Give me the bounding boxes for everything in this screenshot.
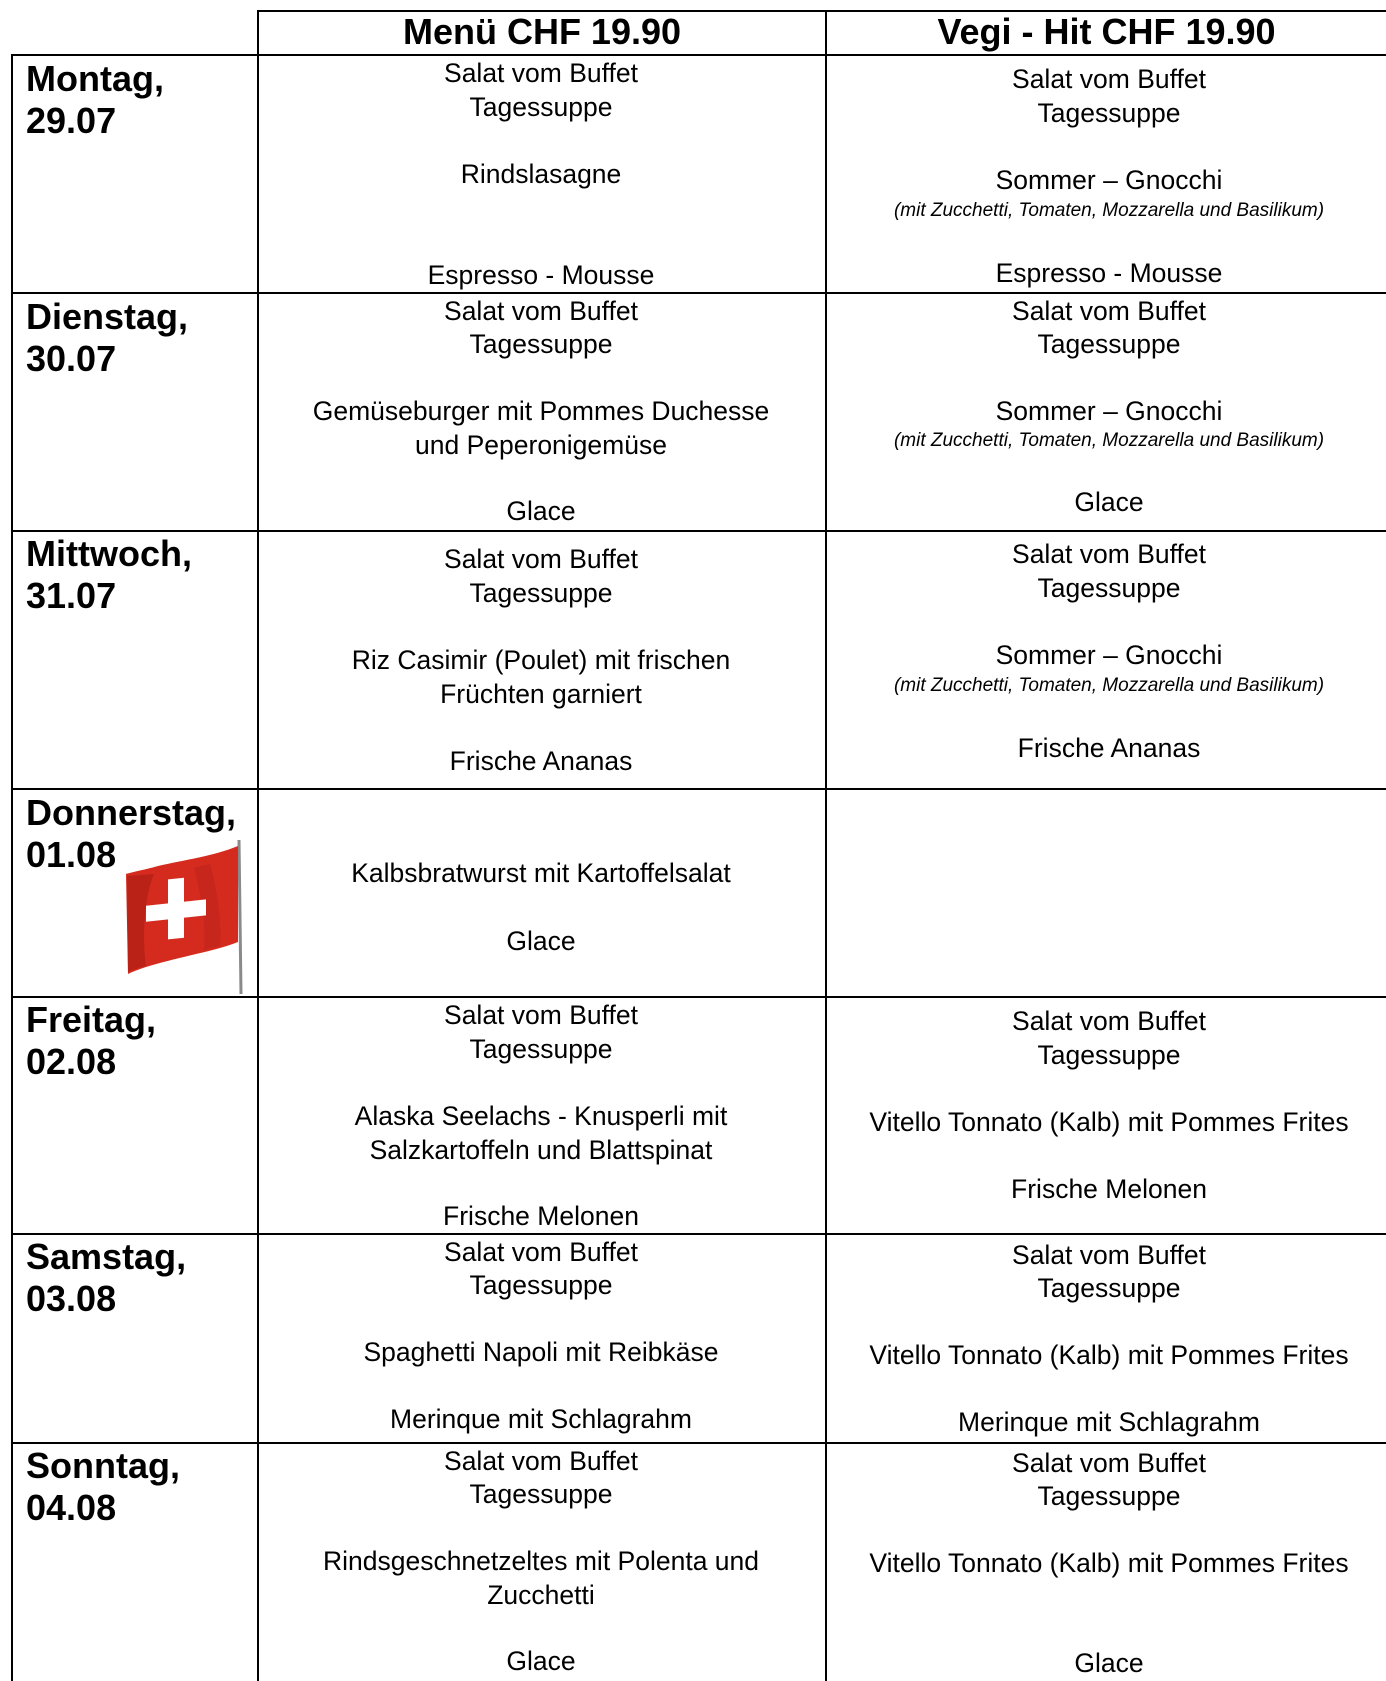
main-dish: Spaghetti Napoli mit Reibkäse [363, 1337, 719, 1367]
main-dish-note: (mit Zucchetti, Tomaten, Mozzarella und Basilikum) [893, 200, 1325, 221]
soup-line: Tagessuppe [469, 1270, 613, 1300]
soup-line: Tagessuppe [1037, 98, 1181, 128]
main-dish: Gemüseburger mit Pommes Duchesse [312, 396, 770, 426]
vegi-cell-freitag [826, 998, 1386, 1233]
salad-line: Salat vom Buffet [444, 1446, 638, 1476]
day-label-text: Mittwoch, 31.07 [26, 533, 192, 616]
main-dish: Vitello Tonnato (Kalb) mit Pommes Frites [869, 1548, 1349, 1578]
main-dish: Vitello Tonnato (Kalb) mit Pommes Frites [869, 1340, 1349, 1370]
main-dish-line2: Salzkartoffeln und Blattspinat [369, 1135, 713, 1165]
main-dish: Kalbsbratwurst mit Kartoffelsalat [351, 858, 731, 888]
dessert: Espresso - Mousse [427, 260, 655, 290]
vegi-cell-sonntag [826, 1444, 1386, 1681]
dessert: Merinque mit Schlagrahm [958, 1407, 1260, 1437]
menu-column-header: Menü CHF 19.90 [402, 11, 682, 52]
soup-line: Tagessuppe [469, 92, 613, 122]
day-label [26, 999, 156, 1083]
salad-line: Salat vom Buffet [444, 296, 638, 326]
salad-line: Salat vom Buffet [1012, 296, 1206, 326]
salad-line: Salat vom Buffet [1012, 1240, 1206, 1270]
main-dish: Sommer – Gnocchi [995, 165, 1223, 195]
main-dish: Rindsgeschnetzeltes mit Polenta und [322, 1546, 760, 1576]
main-dish-line2: und Peperonigemüse [415, 430, 667, 460]
soup-line: Tagessuppe [1037, 329, 1181, 359]
main-dish: Sommer – Gnocchi [995, 396, 1223, 426]
salad-line: Salat vom Buffet [444, 1237, 638, 1267]
day-label [26, 1236, 186, 1320]
vegi-cell-samstag [826, 1235, 1386, 1442]
salad-line: Salat vom Buffet [444, 544, 638, 574]
salad-line: Salat vom Buffet [1012, 64, 1206, 94]
soup-line: Tagessuppe [1037, 1273, 1181, 1303]
main-dish-line2: Zucchetti [487, 1580, 595, 1610]
day-label-text: Dienstag, 30.07 [26, 296, 189, 379]
main-dish-note: (mit Zucchetti, Tomaten, Mozzarella und Basilikum) [893, 430, 1325, 451]
dessert: Glace [1074, 1648, 1144, 1678]
main-dish-line2: Früchten garniert [440, 679, 642, 709]
day-label-text: Sonntag, 04.08 [26, 1445, 180, 1528]
menu-cell-mittwoch [258, 532, 824, 788]
day-label [26, 58, 164, 142]
vegi-column-header: Vegi - Hit CHF 19.90 [937, 11, 1276, 52]
menu-cell-freitag [258, 998, 824, 1233]
salad-line: Salat vom Buffet [444, 1000, 638, 1030]
day-label-text: Montag, 29.07 [26, 58, 164, 141]
dessert: Glace [506, 1646, 576, 1676]
day-label-text: Freitag, 02.08 [26, 999, 157, 1082]
salad-line: Salat vom Buffet [1012, 1006, 1206, 1036]
dessert: Espresso - Mousse [995, 258, 1223, 288]
day-label [26, 533, 192, 617]
soup-line: Tagessuppe [469, 329, 613, 359]
main-dish: Rindslasagne [460, 159, 622, 189]
menu-cell-samstag [258, 1235, 824, 1442]
menu-cell-dienstag [258, 294, 824, 530]
dessert: Glace [506, 496, 576, 526]
soup-line: Tagessuppe [1037, 1040, 1181, 1070]
day-label-text: Samstag, 03.08 [26, 1236, 187, 1319]
day-label [26, 1445, 180, 1529]
main-dish: Alaska Seelachs - Knusperli mit [354, 1101, 728, 1131]
main-dish: Vitello Tonnato (Kalb) mit Pommes Frites [869, 1107, 1349, 1137]
vegi-cell-mittwoch [826, 532, 1386, 788]
main-dish: Sommer – Gnocchi [995, 640, 1223, 670]
vegi-cell-montag [826, 56, 1386, 292]
salad-line: Salat vom Buffet [1012, 539, 1206, 569]
soup-line: Tagessuppe [469, 578, 613, 608]
vegi-cell-dienstag [826, 294, 1386, 530]
menu-cell-montag [258, 56, 824, 292]
soup-line: Tagessuppe [1037, 1481, 1181, 1511]
menu-cell-donnerstag [258, 790, 824, 996]
dessert: Frische Ananas [1017, 733, 1201, 763]
day-label-text: Donnerstag, 01.08 [26, 792, 237, 875]
salad-line: Salat vom Buffet [444, 58, 638, 88]
dessert: Frische Melonen [443, 1201, 639, 1231]
dessert: Merinque mit Schlagrahm [390, 1404, 692, 1434]
soup-line: Tagessuppe [469, 1034, 613, 1064]
day-label [26, 296, 188, 380]
soup-line: Tagessuppe [469, 1479, 613, 1509]
salad-line: Salat vom Buffet [1012, 1448, 1206, 1478]
dessert: Glace [1074, 487, 1144, 517]
soup-line: Tagessuppe [1037, 573, 1181, 603]
swiss-flag-icon [124, 838, 246, 994]
table-border-left [11, 54, 13, 1681]
menu-cell-sonntag [258, 1444, 824, 1681]
vegi-cell-donnerstag-empty [826, 790, 1386, 996]
dessert: Frische Ananas [449, 746, 633, 776]
dessert: Frische Melonen [1011, 1174, 1207, 1204]
main-dish-note: (mit Zucchetti, Tomaten, Mozzarella und Basilikum) [893, 675, 1325, 696]
main-dish: Riz Casimir (Poulet) mit frischen [351, 645, 731, 675]
dessert: Glace [506, 926, 576, 956]
